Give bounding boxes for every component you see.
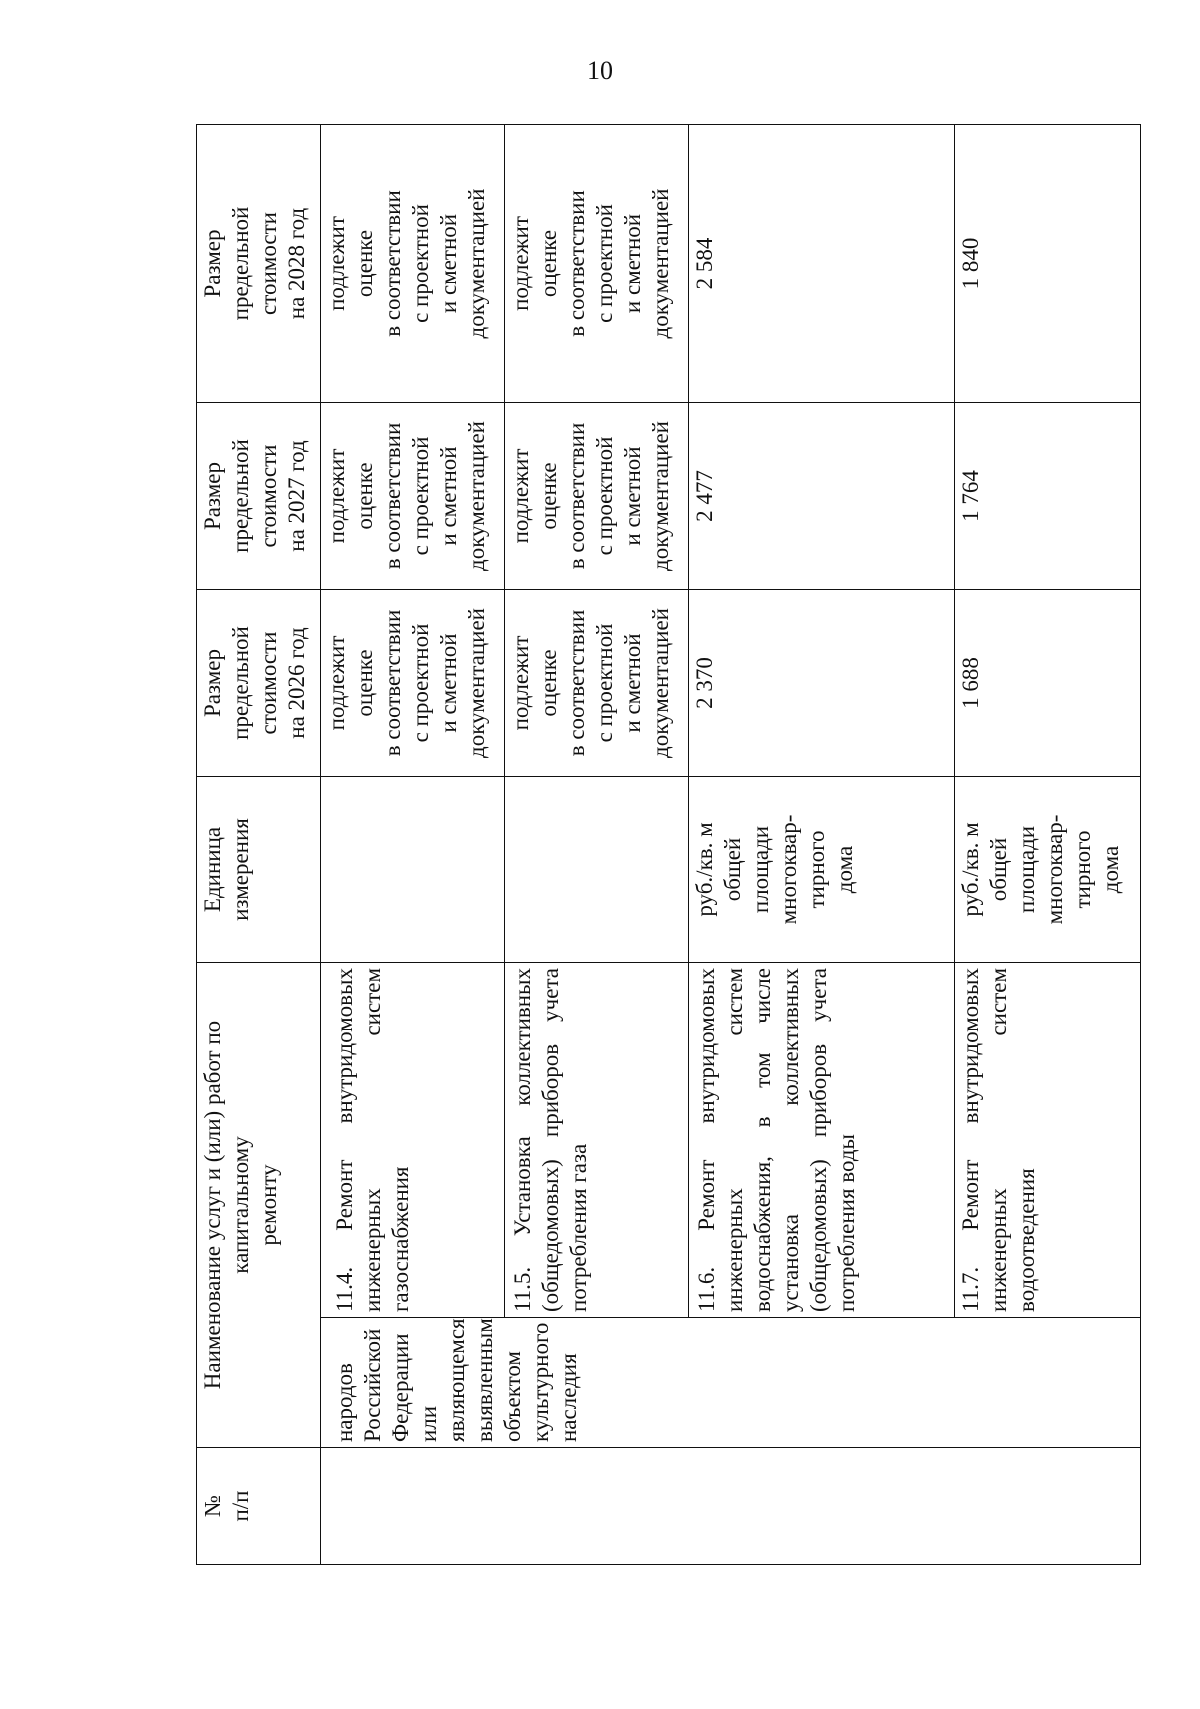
row-name: 11.7. Ремонт внутридомовых инженерных систем водоотведения bbox=[954, 963, 1140, 1318]
page-number: 10 bbox=[587, 56, 613, 85]
row-2027: подлежит оценке в соответствии с проектной и сметной документацией bbox=[505, 403, 689, 590]
header-2028: Размер предельной стоимости на 2028 год bbox=[197, 125, 321, 403]
row-2026: подлежит оценке в соответствии с проектной и сметной документацией bbox=[321, 590, 505, 777]
row-name: 11.4. Ремонт внутридомовых инженерных систем газоснабжения bbox=[321, 963, 505, 1318]
row-2028: подлежит оценке в соответствии с проектной и сметной документацией bbox=[505, 125, 689, 403]
header-2027: Размер предельной стоимости на 2027 год bbox=[197, 403, 321, 590]
row-2026: 1 688 bbox=[954, 590, 1140, 777]
rotated-table-wrapper bbox=[196, 125, 1141, 1565]
row-2028: 1 840 bbox=[954, 125, 1140, 403]
row-2028: подлежит оценке в соответствии с проектной и сметной документацией bbox=[321, 125, 505, 403]
row-2027: 2 477 bbox=[689, 403, 955, 590]
cost-limits-table bbox=[196, 124, 1141, 1565]
row-unit bbox=[321, 777, 505, 963]
header-num: № п/п bbox=[197, 1448, 321, 1565]
header-name: Наименование услуг и (или) работ по капитальному ремонту bbox=[197, 963, 321, 1448]
header-unit: Единица измерения bbox=[197, 777, 321, 963]
row-unit: руб./кв. м общей площади многоквар- тирного дома bbox=[954, 777, 1140, 963]
row-2026: 2 370 bbox=[689, 590, 955, 777]
row-unit: руб./кв. м общей площади многоквар- тирного дома bbox=[689, 777, 955, 963]
row-2027: подлежит оценке в соответствии с проектной и сметной документацией bbox=[321, 403, 505, 590]
row-num-cell bbox=[321, 1448, 1141, 1565]
row-2028: 2 584 bbox=[689, 125, 955, 403]
table-header-row bbox=[197, 125, 321, 1565]
row-name: 11.5. Установка коллективных (общедомовых) приборов учета потребления газа bbox=[505, 963, 689, 1318]
header-2026: Размер предельной стоимости на 2026 год bbox=[197, 590, 321, 777]
row-unit bbox=[505, 777, 689, 963]
group-text: народов Российской Федерации или являющемся выявленным объектом культурного наследия bbox=[321, 1318, 1141, 1448]
row-2026: подлежит оценке в соответствии с проектной и сметной документацией bbox=[505, 590, 689, 777]
row-name: 11.6. Ремонт внутридомовых инженерных систем водоснабжения, в том числе установка коллективных (общедомовых) приборов учета потребления воды bbox=[689, 963, 955, 1318]
row-2027: 1 764 bbox=[954, 403, 1140, 590]
table-row bbox=[321, 125, 505, 1565]
